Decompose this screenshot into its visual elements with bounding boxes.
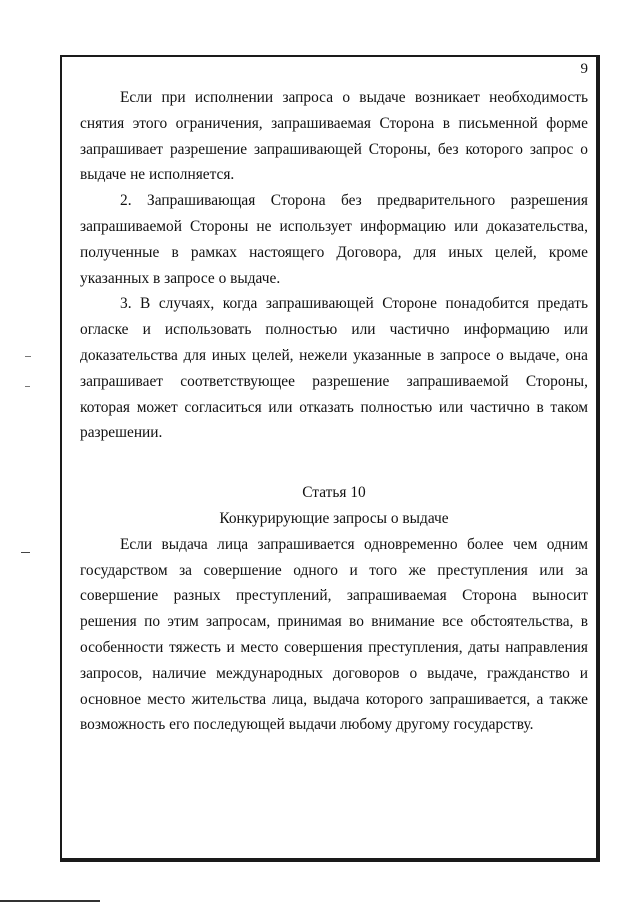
paragraph-1: Если при исполнении запроса о выдаче возникает необходимость снятия этого ограничения, запрашиваемая Сторона в письменной форме запрашивает разрешение запрашивающей Стороны, без которого запрос о выдаче не исполняется. (80, 89, 588, 184)
bottom-edge-line (0, 900, 100, 902)
document-body (80, 85, 588, 738)
scan-mark (25, 386, 30, 387)
paragraph-2: 2. Запрашивающая Сторона без предварительного разрешения запрашиваемой Стороны не использует информацию или доказательства, полученные в рамках настоящего Договора, для иных целей, кроме указанных в запросе о выдаче. (80, 192, 588, 287)
article-body: Если выдача лица запрашивается одновременно более чем одним государством за совершение одного и того же преступления или за совершение разных преступлений, запрашиваемая Сторона выносит решения по этим запросам, принимая во внимание все обстоятельства, в особенности тяжесть и место совершения преступления, даты направления запросов, наличие международных договоров о выдаче, гражданство и основное место жительства лица, выдача которого запрашивается, а также возможность его последующей выдачи любому другому государству. (80, 535, 588, 734)
paragraph-3: 3. В случаях, когда запрашивающей Стороне понадобится предать огласке и использовать полностью или частично информацию или доказательства для иных целей, нежели указанные в запросе о выдаче, она запрашивает соответствующее разрешение запрашиваемой Стороны, которая может согласиться или отказать полностью или частично в таком разрешении. (80, 295, 588, 442)
page-frame (60, 55, 600, 862)
article-title: Конкурирующие запросы о выдаче (219, 509, 449, 527)
scan-mark (25, 356, 31, 357)
article-number: Статья 10 (302, 484, 366, 502)
scan-mark (21, 552, 30, 553)
page-number: 9 (580, 61, 588, 77)
